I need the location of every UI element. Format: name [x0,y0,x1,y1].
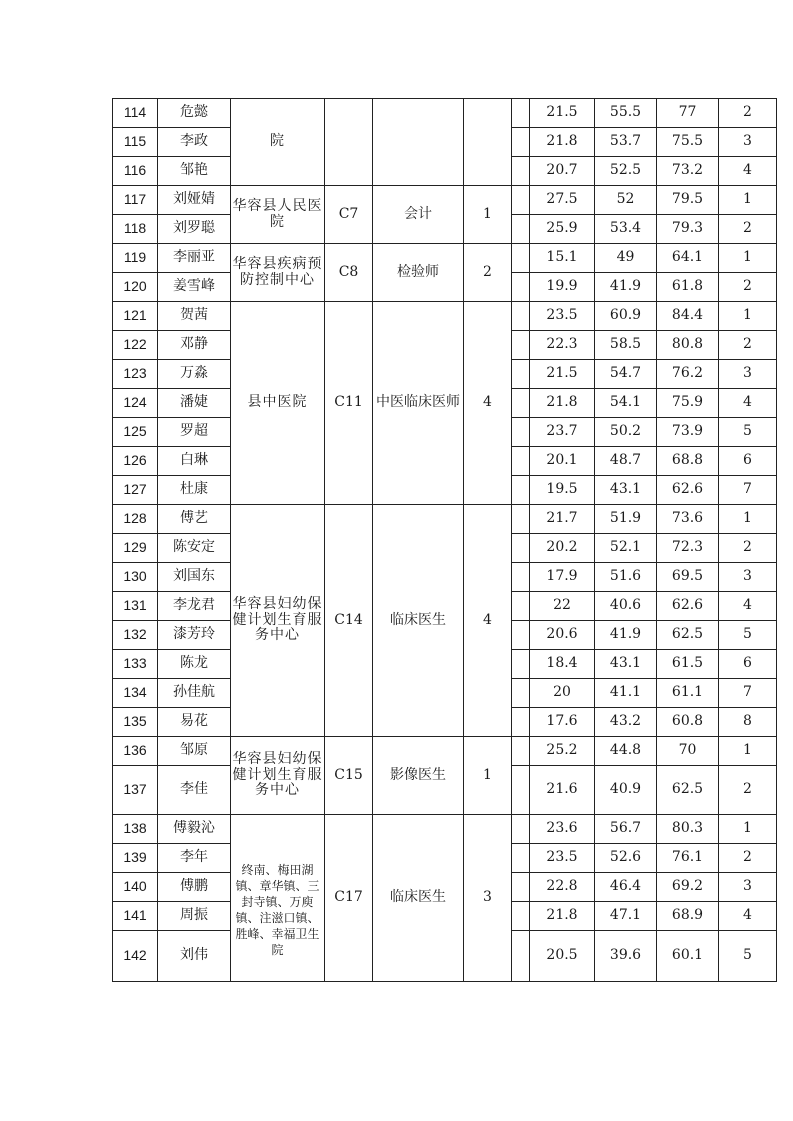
row-number: 141 [113,902,158,931]
written-score: 22.3 [530,331,595,360]
interview-score: 56.7 [595,815,657,844]
written-score: 23.5 [530,844,595,873]
position-code: C11 [325,302,373,505]
written-score: 21.8 [530,128,595,157]
candidate-name: 李年 [158,844,231,873]
employer-unit: 终南、梅田湖镇、章华镇、三封寺镇、万庾镇、注滋口镇、胜峰、幸福卫生院 [231,815,325,982]
candidate-name: 贺茜 [158,302,231,331]
total-score: 61.5 [657,650,719,679]
rank: 1 [719,302,777,331]
total-score: 61.8 [657,273,719,302]
written-score: 23.7 [530,418,595,447]
interview-score: 47.1 [595,902,657,931]
interview-score: 53.7 [595,128,657,157]
empty-cell [512,815,530,844]
written-score: 17.6 [530,708,595,737]
interview-score: 43.1 [595,476,657,505]
score-table [112,98,777,982]
interview-score: 43.2 [595,708,657,737]
candidate-name: 邓静 [158,331,231,360]
rank: 4 [719,592,777,621]
total-score: 69.2 [657,873,719,902]
interview-score: 51.9 [595,505,657,534]
candidate-name: 李政 [158,128,231,157]
row-number: 126 [113,447,158,476]
empty-cell [512,873,530,902]
interview-score: 54.7 [595,360,657,389]
row-number: 131 [113,592,158,621]
row-number: 125 [113,418,158,447]
interview-score: 40.6 [595,592,657,621]
empty-cell [512,302,530,331]
total-score: 61.1 [657,679,719,708]
interview-score: 41.1 [595,679,657,708]
interview-score: 39.6 [595,931,657,982]
candidate-name: 邹艳 [158,157,231,186]
quota-count: 1 [464,737,512,815]
row-number: 127 [113,476,158,505]
rank: 6 [719,650,777,679]
empty-cell [512,157,530,186]
position-name: 检验师 [373,244,464,302]
employer-unit: 县中医院 [231,302,325,505]
rank: 2 [719,273,777,302]
empty-cell [512,766,530,815]
row-number: 140 [113,873,158,902]
interview-score: 50.2 [595,418,657,447]
interview-score: 49 [595,244,657,273]
rank: 7 [719,679,777,708]
rank: 1 [719,505,777,534]
rank: 2 [719,534,777,563]
total-score: 80.3 [657,815,719,844]
written-score: 22 [530,592,595,621]
rank: 1 [719,737,777,766]
rank: 5 [719,418,777,447]
employer-unit: 华容县妇幼保健计划生育服务中心 [231,737,325,815]
written-score: 21.7 [530,505,595,534]
rank: 4 [719,157,777,186]
position-code: C7 [325,186,373,244]
empty-cell [512,931,530,982]
rank: 4 [719,389,777,418]
table-row [113,505,777,534]
position-name: 影像医生 [373,737,464,815]
interview-score: 46.4 [595,873,657,902]
interview-score: 43.1 [595,650,657,679]
empty-cell [512,534,530,563]
row-number: 123 [113,360,158,389]
row-number: 118 [113,215,158,244]
written-score: 27.5 [530,186,595,215]
position-name: 会计 [373,186,464,244]
rank: 3 [719,360,777,389]
empty-cell [512,273,530,302]
row-number: 142 [113,931,158,982]
written-score: 23.5 [530,302,595,331]
candidate-name: 刘国东 [158,563,231,592]
total-score: 68.8 [657,447,719,476]
table-row [113,302,777,331]
written-score: 21.8 [530,389,595,418]
interview-score: 58.5 [595,331,657,360]
written-score: 21.6 [530,766,595,815]
empty-cell [512,476,530,505]
candidate-name: 孙佳航 [158,679,231,708]
candidate-name: 万淼 [158,360,231,389]
total-score: 79.5 [657,186,719,215]
interview-score: 41.9 [595,273,657,302]
candidate-name: 刘伟 [158,931,231,982]
candidate-name: 李龙君 [158,592,231,621]
candidate-name: 傅艺 [158,505,231,534]
empty-cell [512,244,530,273]
interview-score: 44.8 [595,737,657,766]
employer-unit: 院 [231,99,325,186]
employer-unit: 华容县人民医院 [231,186,325,244]
candidate-name: 周振 [158,902,231,931]
rank: 3 [719,873,777,902]
total-score: 64.1 [657,244,719,273]
total-score: 73.6 [657,505,719,534]
rank: 2 [719,99,777,128]
total-score: 79.3 [657,215,719,244]
candidate-name: 傅毅沁 [158,815,231,844]
rank: 6 [719,447,777,476]
empty-cell [512,505,530,534]
candidate-name: 危懿 [158,99,231,128]
row-number: 133 [113,650,158,679]
written-score: 23.6 [530,815,595,844]
table-row [113,737,777,766]
empty-cell [512,902,530,931]
interview-score: 54.1 [595,389,657,418]
empty-cell [512,215,530,244]
total-score: 84.4 [657,302,719,331]
rank: 1 [719,244,777,273]
empty-cell [512,389,530,418]
row-number: 117 [113,186,158,215]
quota-count: 3 [464,815,512,982]
total-score: 73.9 [657,418,719,447]
position-name: 临床医生 [373,505,464,737]
total-score: 72.3 [657,534,719,563]
row-number: 122 [113,331,158,360]
quota-count: 1 [464,186,512,244]
total-score: 60.1 [657,931,719,982]
row-number: 139 [113,844,158,873]
total-score: 62.6 [657,592,719,621]
total-score: 80.8 [657,331,719,360]
interview-score: 41.9 [595,621,657,650]
empty-cell [512,563,530,592]
candidate-name: 刘娅婧 [158,186,231,215]
row-number: 124 [113,389,158,418]
rank: 5 [719,931,777,982]
total-score: 69.5 [657,563,719,592]
rank: 2 [719,331,777,360]
written-score: 25.2 [530,737,595,766]
row-number: 115 [113,128,158,157]
row-number: 119 [113,244,158,273]
written-score: 21.5 [530,99,595,128]
rank: 3 [719,128,777,157]
position-code [325,99,373,186]
rank: 7 [719,476,777,505]
position-name: 中医临床医师 [373,302,464,505]
written-score: 20 [530,679,595,708]
interview-score: 55.5 [595,99,657,128]
interview-score: 51.6 [595,563,657,592]
empty-cell [512,418,530,447]
empty-cell [512,844,530,873]
row-number: 138 [113,815,158,844]
candidate-name: 李佳 [158,766,231,815]
total-score: 60.8 [657,708,719,737]
empty-cell [512,331,530,360]
written-score: 17.9 [530,563,595,592]
total-score: 62.6 [657,476,719,505]
interview-score: 52.1 [595,534,657,563]
table-row [113,186,777,215]
candidate-name: 邹原 [158,737,231,766]
row-number: 132 [113,621,158,650]
empty-cell [512,708,530,737]
row-number: 128 [113,505,158,534]
row-number: 137 [113,766,158,815]
candidate-name: 李丽亚 [158,244,231,273]
row-number: 136 [113,737,158,766]
candidate-name: 陈龙 [158,650,231,679]
table-row [113,244,777,273]
row-number: 116 [113,157,158,186]
row-number: 134 [113,679,158,708]
rank: 2 [719,766,777,815]
total-score: 73.2 [657,157,719,186]
position-name [373,99,464,186]
written-score: 19.5 [530,476,595,505]
interview-score: 48.7 [595,447,657,476]
written-score: 21.8 [530,902,595,931]
written-score: 20.1 [530,447,595,476]
total-score: 76.2 [657,360,719,389]
candidate-name: 易花 [158,708,231,737]
quota-count: 4 [464,505,512,737]
empty-cell [512,99,530,128]
interview-score: 53.4 [595,215,657,244]
total-score: 77 [657,99,719,128]
empty-cell [512,128,530,157]
empty-cell [512,621,530,650]
row-number: 121 [113,302,158,331]
rank: 3 [719,563,777,592]
candidate-name: 陈安定 [158,534,231,563]
interview-score: 60.9 [595,302,657,331]
written-score: 25.9 [530,215,595,244]
position-name: 临床医生 [373,815,464,982]
rank: 1 [719,186,777,215]
written-score: 20.5 [530,931,595,982]
total-score: 62.5 [657,621,719,650]
rank: 5 [719,621,777,650]
quota-count [464,99,512,186]
empty-cell [512,447,530,476]
candidate-name: 刘罗聪 [158,215,231,244]
written-score: 20.2 [530,534,595,563]
written-score: 18.4 [530,650,595,679]
total-score: 70 [657,737,719,766]
row-number: 120 [113,273,158,302]
written-score: 22.8 [530,873,595,902]
position-code: C15 [325,737,373,815]
row-number: 129 [113,534,158,563]
rank: 1 [719,815,777,844]
written-score: 21.5 [530,360,595,389]
position-code: C8 [325,244,373,302]
quota-count: 2 [464,244,512,302]
employer-unit: 华容县疾病预防控制中心 [231,244,325,302]
empty-cell [512,360,530,389]
table-row [113,815,777,844]
row-number: 135 [113,708,158,737]
empty-cell [512,650,530,679]
candidate-name: 杜康 [158,476,231,505]
rank: 4 [719,902,777,931]
table-row [113,99,777,128]
total-score: 75.9 [657,389,719,418]
row-number: 130 [113,563,158,592]
candidate-name: 姜雪峰 [158,273,231,302]
quota-count: 4 [464,302,512,505]
written-score: 15.1 [530,244,595,273]
position-code: C14 [325,505,373,737]
empty-cell [512,186,530,215]
interview-score: 40.9 [595,766,657,815]
interview-score: 52 [595,186,657,215]
empty-cell [512,737,530,766]
written-score: 19.9 [530,273,595,302]
candidate-name: 傅鹏 [158,873,231,902]
candidate-name: 罗超 [158,418,231,447]
employer-unit: 华容县妇幼保健计划生育服务中心 [231,505,325,737]
position-code: C17 [325,815,373,982]
written-score: 20.7 [530,157,595,186]
empty-cell [512,679,530,708]
row-number: 114 [113,99,158,128]
candidate-name: 漆芳玲 [158,621,231,650]
rank: 2 [719,215,777,244]
written-score: 20.6 [530,621,595,650]
total-score: 76.1 [657,844,719,873]
candidate-name: 白琳 [158,447,231,476]
interview-score: 52.5 [595,157,657,186]
candidate-name: 潘婕 [158,389,231,418]
total-score: 62.5 [657,766,719,815]
total-score: 75.5 [657,128,719,157]
total-score: 68.9 [657,902,719,931]
empty-cell [512,592,530,621]
rank: 8 [719,708,777,737]
rank: 2 [719,844,777,873]
interview-score: 52.6 [595,844,657,873]
